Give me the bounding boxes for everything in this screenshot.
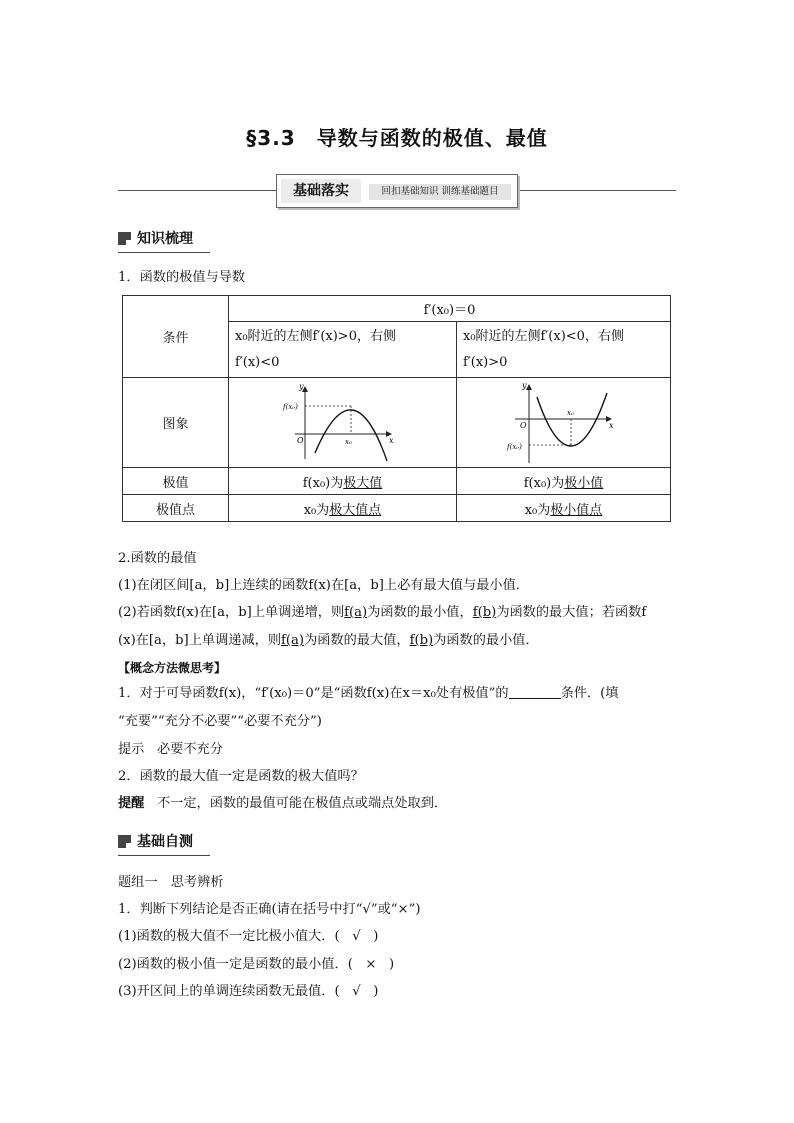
label-fx0: f(x₀)	[507, 442, 522, 451]
label-x: x	[389, 435, 394, 445]
line3-text-a: (x)在[a，b]上单调递减，则	[118, 633, 282, 648]
answer-blank	[509, 684, 561, 699]
page-title: §3.3 导数与函数的极值、最值	[246, 126, 548, 150]
cond-max-line2: f′(x)<0	[235, 354, 280, 370]
section-knowledge	[118, 228, 193, 250]
judge-item-text: (1)函数的极大值不一定比极小值大．	[118, 929, 335, 944]
concept-q1-tail: 条件．(填	[560, 686, 619, 701]
line2-text-a: (2)若函数f(x)在[a，b]上单调递增，则	[118, 605, 345, 620]
part2-line1: (1)在闭区间[a，b]上连续的函数f(x)在[a，b]上必有最大值与最小值．	[118, 578, 529, 593]
part2-line3	[118, 631, 539, 651]
section-underline	[118, 252, 210, 253]
banner-right-rule	[518, 190, 676, 191]
cond-max-line1: x₀附近的左侧f′(x)>0，右侧	[235, 328, 396, 344]
label-origin: O	[520, 420, 527, 430]
row-label-point: 极值点	[123, 495, 229, 522]
line2-answer-fa: f(a)	[344, 605, 368, 620]
cond-max-cell	[229, 322, 457, 378]
section-underline	[118, 855, 210, 856]
line2-text-e: 为函数的最大值；若函数f	[496, 605, 647, 620]
section-banner	[276, 174, 518, 208]
banner-subtitle: 回扣基础知识 训练基础题目	[369, 184, 511, 200]
header-condition: f′(x₀)＝0	[229, 296, 671, 322]
line3-answer-fa: f(a)	[281, 633, 305, 648]
row-label-image: 图象	[123, 378, 229, 468]
extreme-max-answer: 极大值	[343, 475, 383, 491]
concept-q2: 2．函数的最大值一定是函数的极大值吗？	[118, 769, 364, 784]
selftest-group: 题组一 思考辨析	[118, 875, 224, 890]
extreme-min-prefix: f(x₀)为	[523, 475, 565, 491]
hint1-label: 提示	[118, 742, 145, 757]
graph-maximum	[229, 379, 455, 467]
label-x0: x₀	[345, 437, 352, 446]
label-y: y	[522, 380, 527, 390]
section-selftest-label: 基础自测	[137, 834, 193, 850]
hint2-text: 不一定，函数的最值可能在极值点或端点处取到．	[156, 796, 448, 811]
label-y: y	[299, 381, 304, 391]
line2-text-c: 为函数的最小值，	[367, 605, 473, 620]
banner-left-rule	[118, 190, 276, 191]
concept-q1-text: 1．对于可导函数f(x)，“f′(x₀)＝0”是“函数f(x)在x＝x₀处有极值”的	[118, 686, 509, 701]
part2-heading: 2.函数的最值	[118, 551, 197, 566]
cond-min-line1: x₀附近的左侧f′(x)<0，右侧	[463, 328, 624, 344]
label-origin: O	[297, 435, 304, 445]
label-x: x	[609, 420, 614, 430]
judge-item-text: (2)函数的极小值一定是函数的最小值．	[118, 957, 348, 972]
point-max-prefix: x₀为	[303, 502, 330, 518]
concept-hint2	[118, 794, 447, 814]
extreme-max-prefix: f(x₀)为	[302, 475, 344, 491]
graph-min-cell	[457, 378, 671, 468]
judge-item-answer: √	[352, 929, 361, 944]
point-max-answer: 极大值点	[329, 502, 382, 518]
point-max-cell	[229, 495, 457, 522]
cond-min-cell	[457, 322, 671, 378]
judge-item-answer: ×	[365, 957, 377, 972]
curve-min	[537, 393, 607, 446]
curve-max	[315, 409, 387, 460]
judge-item-1: (1)函数的极大值不一定比极小值大．( √ )	[118, 929, 379, 944]
selftest-q1: 1．判断下列结论是否正确(请在括号中打“√”或“×”)	[118, 902, 421, 917]
judge-item-3: (3)开区间上的单调连续函数无最值．( √ )	[118, 984, 379, 999]
point-min-answer: 极小值点	[550, 502, 603, 518]
extreme-max-cell	[229, 468, 457, 495]
graph-minimum	[457, 379, 670, 467]
extreme-min-cell	[457, 468, 671, 495]
section-square-icon	[118, 835, 131, 848]
judge-item-text: (3)开区间上的单调连续函数无最值．	[118, 984, 335, 999]
label-x0: x₀	[567, 408, 574, 417]
concept-q1-options: “充要”“充分不必要”“必要不充分”)	[118, 714, 322, 729]
concept-q1	[118, 684, 618, 704]
row-label-extreme: 极值	[123, 468, 229, 495]
section-selftest	[118, 831, 193, 853]
extrema-table	[122, 295, 671, 522]
line2-answer-fb: f(b)	[472, 605, 497, 620]
label-fx0: f(x₀)	[283, 402, 298, 411]
line3-text-e: 为函数的最小值．	[433, 633, 539, 648]
row-label-condition: 条件	[123, 296, 229, 378]
graph-max-cell	[229, 378, 457, 468]
hint2-label: 提醒	[118, 796, 145, 811]
part2-line2	[118, 603, 646, 623]
section-knowledge-label: 知识梳理	[137, 231, 193, 247]
section-square-icon	[118, 232, 131, 245]
part1-heading: 1．函数的极值与导数	[118, 270, 246, 285]
judge-item-2: (2)函数的极小值一定是函数的最小值．( × )	[118, 957, 395, 972]
point-min-cell	[457, 495, 671, 522]
cond-min-line2: f′(x)>0	[463, 354, 508, 370]
hint1-text: 必要不充分	[156, 742, 223, 757]
concept-hint1	[118, 740, 223, 760]
line3-text-c: 为函数的最大值，	[304, 633, 410, 648]
banner-title: 基础落实	[281, 179, 361, 203]
judge-item-answer: √	[352, 984, 361, 999]
extreme-min-answer: 极小值	[564, 475, 604, 491]
concept-heading: 【概念方法微思考】	[118, 661, 227, 675]
line3-answer-fb: f(b)	[409, 633, 434, 648]
point-min-prefix: x₀为	[524, 502, 551, 518]
